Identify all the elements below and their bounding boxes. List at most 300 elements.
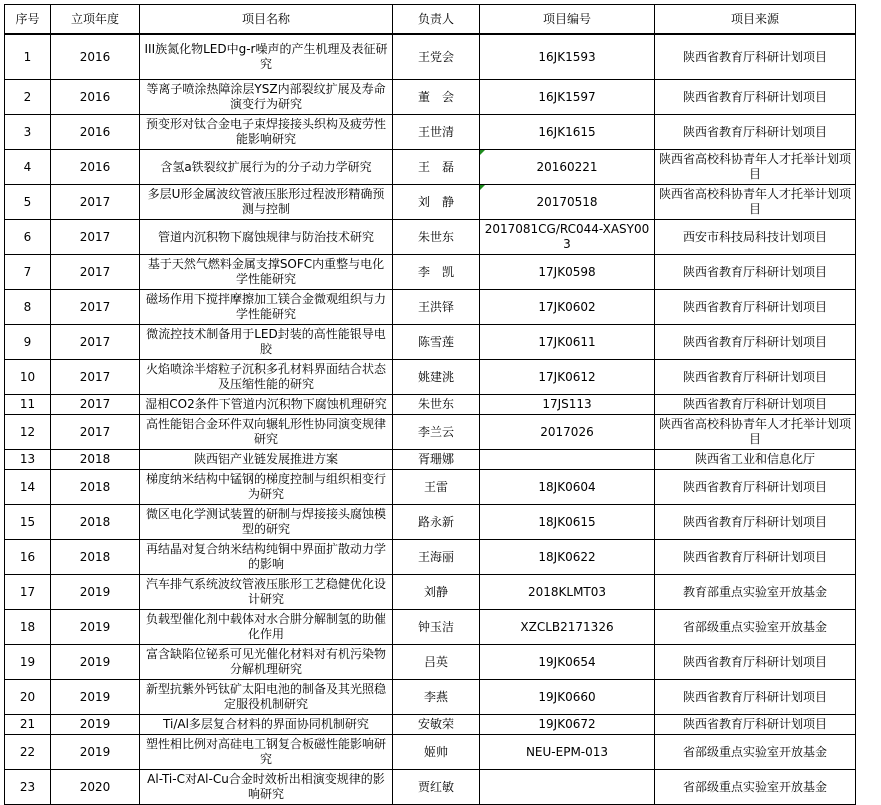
cell-text: 2017026 [540,424,594,439]
cell-year[interactable] [51,395,140,415]
cell-no[interactable] [5,505,51,540]
cell-text: 17JK0598 [538,264,596,279]
cell-no[interactable] [5,115,51,150]
cell-text: 3 [23,124,32,139]
cell-text: 2016 [79,159,111,174]
cell-number[interactable] [480,395,655,415]
cell-year[interactable] [51,610,140,645]
cell-person[interactable] [393,505,480,540]
cell-text: 20160221 [536,159,598,174]
cell-text: 9 [23,334,32,349]
cell-source[interactable] [655,715,856,735]
cell-text: 陕西省教育厅科研计划项目 [682,299,827,314]
cell-year[interactable] [51,415,140,450]
table-row [5,185,856,220]
cell-number[interactable] [480,290,655,325]
cell-text: 陕西省教育厅科研计划项目 [682,479,827,494]
cell-text: 2017 [79,334,111,349]
cell-person[interactable] [393,575,480,610]
table-row [5,645,856,680]
cell-number[interactable] [480,645,655,680]
cell-text: 6 [23,229,32,244]
cell-text: 16JK1593 [538,49,596,64]
cell-text: 陈雪莲 [417,334,454,349]
cell-number[interactable] [480,185,655,220]
cell-text: 王雷 [423,479,448,494]
column-header-source[interactable]: 项目来源 [655,5,856,35]
cell-text: 安敏荣 [417,717,454,731]
cell-text: 18JK0604 [538,479,596,494]
cell-text: Al-Ti-C对Al-Cu合金时效析出相演变规律的影响研究 [147,772,385,801]
column-header-name[interactable]: 项目名称 [140,5,393,35]
cell-number[interactable] [480,540,655,575]
cell-year[interactable] [51,150,140,185]
cell-no[interactable] [5,470,51,505]
cell-text: 4 [23,159,32,174]
cell-year[interactable] [51,505,140,540]
cell-source[interactable] [655,470,856,505]
table-row [5,505,856,540]
cell-name[interactable] [140,645,393,680]
cell-text: 董 会 [417,89,454,104]
cell-year[interactable] [51,115,140,150]
cell-name[interactable] [140,735,393,770]
cell-text: 省部级重点实验室开放基金 [682,779,827,794]
cell-text: Ti/Al多层复合材料的界面协同机制研究 [163,717,369,731]
cell-source[interactable] [655,150,856,185]
cell-text: 陕西省教育厅科研计划项目 [682,369,827,384]
cell-year[interactable] [51,80,140,115]
cell-text: 王党会 [417,49,454,64]
table-row [5,360,856,395]
cell-number[interactable] [480,505,655,540]
cell-no[interactable] [5,735,51,770]
cell-text: 2019 [79,689,111,704]
cell-person[interactable] [393,34,480,80]
cell-name[interactable] [140,150,393,185]
cell-text: 贾红敏 [417,779,454,794]
cell-no[interactable] [5,415,51,450]
table-row [5,325,856,360]
cell-year[interactable] [51,715,140,735]
cell-number[interactable] [480,220,655,255]
cell-no[interactable] [5,150,51,185]
cell-year[interactable] [51,645,140,680]
cell-text: 微流控技术制备用于LED封装的高性能银导电胶 [146,327,386,356]
cell-source[interactable] [655,34,856,80]
cell-text: 陕西省高校科协青年人才托举计划项目 [658,187,851,216]
cell-number[interactable] [480,80,655,115]
cell-text: 2018 [79,514,111,529]
cell-text: 基于天然气燃料金属支撑SOFC内重整与电化学性能研究 [147,257,385,286]
column-header-no[interactable]: 序号 [5,5,51,35]
cell-text: 13 [19,452,36,466]
cell-text: 17JK0611 [538,334,596,349]
cell-person[interactable] [393,360,480,395]
cell-no[interactable] [5,185,51,220]
cell-person[interactable] [393,715,480,735]
cell-no[interactable] [5,255,51,290]
cell-text: 陕西省教育厅科研计划项目 [682,549,827,564]
cell-person[interactable] [393,220,480,255]
cell-text: 陕西省教育厅科研计划项目 [682,717,827,731]
cell-name[interactable] [140,34,393,80]
cell-no[interactable] [5,80,51,115]
cell-text: 2020 [79,779,111,794]
cell-number[interactable] [480,470,655,505]
cell-name[interactable] [140,450,393,470]
column-header-number[interactable]: 项目编号 [480,5,655,35]
column-header-year[interactable]: 立项年度 [51,5,140,35]
cell-text: 17JK0612 [538,369,596,384]
cell-text: 钟玉洁 [417,619,454,634]
cell-text: 2017081CG/RC044-XASY003 [484,222,650,251]
cell-source[interactable] [655,80,856,115]
cell-person[interactable] [393,610,480,645]
cell-year[interactable] [51,450,140,470]
cell-text: 17 [19,584,36,599]
cell-text: 汽车排气系统波纹管液压胀形工艺稳健优化设计研究 [145,577,386,606]
cell-text: 16JK1597 [538,89,596,104]
cell-no[interactable] [5,680,51,715]
cell-text: 2017 [79,369,111,384]
cell-text: 陕西省教育厅科研计划项目 [682,49,827,64]
cell-text: 2019 [79,744,111,759]
cell-no[interactable] [5,715,51,735]
cell-source[interactable] [655,360,856,395]
cell-person[interactable] [393,450,480,470]
cell-text: 2017 [79,229,111,244]
cell-person[interactable] [393,395,480,415]
cell-source[interactable] [655,770,856,805]
cell-number[interactable] [480,255,655,290]
cell-name[interactable] [140,575,393,610]
cell-text: 省部级重点实验室开放基金 [682,744,827,759]
cell-number[interactable] [480,34,655,80]
cell-name[interactable] [140,80,393,115]
cell-text: 等离子喷涂热障涂层YSZ内部裂纹扩展及寿命演变行为研究 [146,82,386,111]
cell-text: 19JK0672 [538,717,596,731]
cell-year[interactable] [51,770,140,805]
cell-person[interactable] [393,415,480,450]
cell-person[interactable] [393,115,480,150]
cell-text: 21 [19,717,36,731]
cell-text: 火焰喷涂半熔粒子沉积多孔材料界面结合状态及压缩性能的研究 [145,362,386,391]
cell-text: 2017 [79,264,111,279]
cell-source[interactable] [655,185,856,220]
cell-text: 刘静 [423,584,448,599]
cell-name[interactable] [140,505,393,540]
cell-person[interactable] [393,680,480,715]
cell-year[interactable] [51,735,140,770]
cell-text: 陕西省教育厅科研计划项目 [682,654,827,669]
cell-text: 再结晶对复合纳米结构纯铜中界面扩散动力学的影响 [145,542,386,571]
table-row [5,540,856,575]
cell-number[interactable] [480,610,655,645]
cell-text: 19JK0654 [538,654,596,669]
cell-text: 新型抗紫外钙钛矿太阳电池的制备及其光照稳定服役机制研究 [145,682,386,711]
cell-text: 2016 [79,89,111,104]
cell-source[interactable] [655,220,856,255]
cell-source[interactable] [655,325,856,360]
cell-text: 姚建洮 [417,369,454,384]
cell-text: III族氮化物LED中g-r噪声的产生机理及表征研究 [144,42,388,71]
cell-person[interactable] [393,325,480,360]
cell-no[interactable] [5,575,51,610]
cell-number[interactable] [480,575,655,610]
cell-name[interactable] [140,255,393,290]
cell-text: 5 [23,194,32,209]
cell-no[interactable] [5,34,51,80]
cell-text: 吕英 [423,654,448,669]
cell-source[interactable] [655,680,856,715]
number-stored-as-text-flag-icon [480,185,485,190]
cell-text: 磁场作用下搅拌摩擦加工镁合金微观组织与力学性能研究 [145,292,386,321]
cell-text: 2019 [79,717,111,731]
cell-person[interactable] [393,645,480,680]
cell-text: 微区电化学测试装置的研制与焊接接头腐蚀模型的研究 [145,507,386,536]
cell-number[interactable] [480,325,655,360]
cell-text: 陕西铝产业链发展推进方案 [193,452,338,466]
cell-name[interactable] [140,715,393,735]
cell-source[interactable] [655,575,856,610]
table-row [5,735,856,770]
cell-name[interactable] [140,290,393,325]
cell-text: 17JS113 [542,397,592,411]
cell-no[interactable] [5,360,51,395]
cell-text: 陕西省工业和信息化厅 [694,452,815,466]
cell-text: 2018 [79,549,111,564]
cell-text: 1 [23,49,32,64]
projects-table [4,4,856,805]
cell-number[interactable] [480,150,655,185]
cell-text: 富含缺陷位铋系可见光催化材料对有机污染物分解机理研究 [145,647,386,676]
table-row [5,715,856,735]
cell-name[interactable] [140,395,393,415]
cell-number[interactable] [480,450,655,470]
cell-text: 李燕 [423,689,448,704]
number-stored-as-text-flag-icon [480,150,485,155]
cell-no[interactable] [5,290,51,325]
cell-no[interactable] [5,325,51,360]
cell-text: 陕西省高校科协青年人才托举计划项目 [658,417,851,446]
cell-text: 教育部重点实验室开放基金 [682,584,827,599]
cell-text: 陕西省高校科协青年人才托举计划项目 [658,152,851,181]
cell-text: 陕西省教育厅科研计划项目 [682,124,827,139]
table-row [5,255,856,290]
cell-source[interactable] [655,540,856,575]
table-row [5,450,856,470]
cell-text: 西安市科技局科技计划项目 [682,229,827,244]
cell-text: 2018 [79,452,111,466]
cell-name[interactable] [140,185,393,220]
cell-source[interactable] [655,290,856,325]
cell-text: 12 [19,424,36,439]
cell-no[interactable] [5,220,51,255]
cell-year[interactable] [51,290,140,325]
cell-text: NEU-EPM-013 [525,744,609,759]
cell-number[interactable] [480,770,655,805]
cell-no[interactable] [5,770,51,805]
cell-text: 负载型催化剂中载体对水合肼分解制氢的助催化作用 [145,612,386,641]
cell-person[interactable] [393,770,480,805]
cell-text: 20170518 [536,194,598,209]
table-row [5,610,856,645]
cell-source[interactable] [655,610,856,645]
table-row [5,415,856,450]
cell-no[interactable] [5,540,51,575]
table-row [5,290,856,325]
cell-text: 2019 [79,584,111,599]
cell-source[interactable] [655,450,856,470]
cell-year[interactable] [51,540,140,575]
cell-source[interactable] [655,505,856,540]
cell-text: 省部级重点实验室开放基金 [682,619,827,634]
cell-text: 李 凯 [417,264,454,279]
cell-text: 王海丽 [417,549,454,564]
cell-no[interactable] [5,645,51,680]
cell-number[interactable] [480,680,655,715]
cell-number[interactable] [480,715,655,735]
cell-person[interactable] [393,470,480,505]
cell-number[interactable] [480,415,655,450]
cell-text: XZCLB2171326 [520,619,614,634]
cell-source[interactable] [655,115,856,150]
cell-text: 王洪铎 [417,299,454,314]
cell-no[interactable] [5,610,51,645]
cell-text: 路永新 [417,514,454,529]
cell-name[interactable] [140,115,393,150]
cell-text: 湿相CO2条件下管道内沉积物下腐蚀机理研究 [145,397,387,411]
cell-text: 梯度纳米结构中锰钢的梯度控制与组织相变行为研究 [145,472,386,501]
cell-year[interactable] [51,680,140,715]
cell-year[interactable] [51,185,140,220]
cell-person[interactable] [393,150,480,185]
cell-text: 2018KLMT03 [527,584,607,599]
cell-person[interactable] [393,540,480,575]
cell-text: 8 [23,299,32,314]
cell-source[interactable] [655,415,856,450]
cell-text: 陕西省教育厅科研计划项目 [682,514,827,529]
table-row [5,34,856,80]
cell-text: 朱世东 [417,229,454,244]
cell-person[interactable] [393,735,480,770]
cell-source[interactable] [655,645,856,680]
cell-name[interactable] [140,360,393,395]
cell-text: 高性能铝合金环件双向辗轧形性协同演变规律研究 [145,417,386,446]
cell-person[interactable] [393,185,480,220]
table-row [5,470,856,505]
cell-year[interactable] [51,255,140,290]
cell-source[interactable] [655,395,856,415]
cell-text: 陕西省教育厅科研计划项目 [682,89,827,104]
cell-name[interactable] [140,470,393,505]
cell-text: 陕西省教育厅科研计划项目 [682,689,827,704]
cell-text: 姬帅 [423,744,448,759]
cell-text: 王 磊 [417,159,454,174]
cell-text: 22 [19,744,36,759]
cell-year[interactable] [51,470,140,505]
cell-text: 19 [19,654,36,669]
cell-text: 7 [23,264,32,279]
cell-number[interactable] [480,360,655,395]
cell-text: 19JK0660 [538,689,596,704]
cell-text: 10 [19,369,36,384]
cell-text: 2017 [79,397,111,411]
cell-text: 管道内沉积物下腐蚀规律与防治技术研究 [157,229,374,244]
cell-text: 2017 [79,299,111,314]
cell-text: 陕西省教育厅科研计划项目 [682,264,827,279]
cell-number[interactable] [480,735,655,770]
cell-text: 16 [19,549,36,564]
cell-text: 胥珊娜 [417,452,454,466]
cell-no[interactable] [5,395,51,415]
cell-text: 多层U形金属波纹管液压胀形过程波形精确预测与控制 [147,187,385,216]
cell-year[interactable] [51,34,140,80]
cell-text: 陕西省教育厅科研计划项目 [682,397,827,411]
table-row [5,150,856,185]
cell-text: 2016 [79,49,111,64]
cell-source[interactable] [655,255,856,290]
cell-text: 2 [23,89,32,104]
cell-no[interactable] [5,450,51,470]
cell-name[interactable] [140,540,393,575]
cell-text: 朱世东 [417,397,454,411]
cell-name[interactable] [140,415,393,450]
cell-person[interactable] [393,80,480,115]
cell-text: 王世清 [417,124,454,139]
cell-year[interactable] [51,220,140,255]
cell-text: 2019 [79,654,111,669]
table-row [5,575,856,610]
cell-text: 刘 静 [417,194,454,209]
cell-number[interactable] [480,115,655,150]
cell-text: 2017 [79,424,111,439]
cell-text: 16JK1615 [538,124,596,139]
cell-text: 18JK0615 [538,514,596,529]
cell-name[interactable] [140,220,393,255]
cell-person[interactable] [393,290,480,325]
cell-name[interactable] [140,770,393,805]
cell-text: 14 [19,479,36,494]
column-header-person[interactable]: 负责人 [393,5,480,35]
cell-text: 李兰云 [417,424,454,439]
cell-name[interactable] [140,610,393,645]
cell-text: 预变形对钛合金电子束焊接接头织构及疲劳性能影响研究 [145,117,386,146]
cell-text: 2016 [79,124,111,139]
cell-source[interactable] [655,735,856,770]
cell-person[interactable] [393,255,480,290]
cell-name[interactable] [140,325,393,360]
table-body [5,34,856,805]
table-row [5,395,856,415]
table-row [5,680,856,715]
cell-name[interactable] [140,680,393,715]
cell-text: 23 [19,779,36,794]
cell-year[interactable] [51,575,140,610]
cell-text: 18 [19,619,36,634]
table-row [5,770,856,805]
cell-year[interactable] [51,360,140,395]
cell-text: 17JK0602 [538,299,596,314]
table-row [5,80,856,115]
header-row [5,5,856,35]
cell-text: 18JK0622 [538,549,596,564]
table-row [5,220,856,255]
cell-text: 2017 [79,194,111,209]
cell-text: 2018 [79,479,111,494]
cell-year[interactable] [51,325,140,360]
